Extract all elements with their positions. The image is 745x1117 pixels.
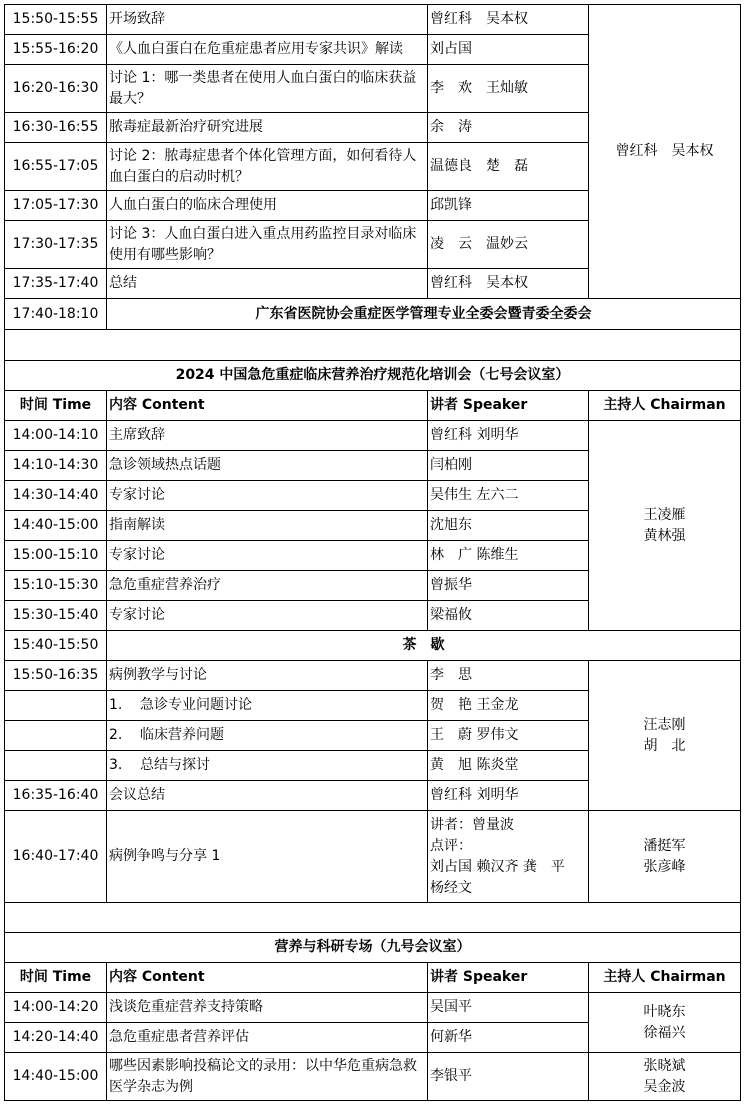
section-title: 营养与科研专场（九号会议室）: [5, 933, 741, 963]
header-content: 内容 Content: [107, 963, 428, 993]
time-cell: 16:20-16:30: [5, 65, 107, 113]
header-speaker: 讲者 Speaker: [428, 391, 589, 421]
header-time: 时间 Time: [5, 391, 107, 421]
item-text: 急诊专业问题讨论: [140, 697, 252, 713]
chair-name: 徐福兴: [643, 1024, 686, 1041]
item-text: 总结与探讨: [140, 757, 210, 773]
speaker-line: 杨经文: [430, 879, 472, 896]
content-cell: 指南解读: [107, 511, 428, 541]
time-cell: [5, 691, 107, 721]
spacer-cell: [5, 330, 741, 361]
content-cell: 讨论 1：哪一类患者在使用人血白蛋白的临床获益最大？: [107, 65, 428, 113]
content-cell: 讨论 2：脓毒症患者个体化管理方面，如何看待人血白蛋白的启动时机？: [107, 143, 428, 191]
item-text: 临床营养问题: [140, 727, 224, 743]
header-row: [5, 963, 741, 993]
time-cell: 14:10-14:30: [5, 451, 107, 481]
break-label: 茶 歇: [107, 631, 741, 661]
time-cell: 16:40-17:40: [5, 811, 107, 903]
content-cell: 会议总结: [107, 781, 428, 811]
speaker-line: 点评：: [430, 837, 472, 854]
chair-name: 王凌雁: [643, 506, 686, 523]
chair-name: 胡 北: [643, 737, 686, 754]
table-row: [5, 5, 741, 35]
speaker-cell: 黄 旭 陈炎堂: [428, 751, 589, 781]
header-chair: 主持人 Chairman: [589, 963, 741, 993]
section-title-row: [5, 933, 741, 963]
table-row: [5, 1053, 741, 1101]
speaker-cell: 何新华: [428, 1023, 589, 1053]
time-cell: 14:00-14:10: [5, 421, 107, 451]
content-cell: [107, 691, 428, 721]
time-cell: [5, 721, 107, 751]
speaker-cell: 沈旭东: [428, 511, 589, 541]
table-row: [5, 421, 741, 451]
speaker-cell: 温德良 楚 磊: [428, 143, 589, 191]
content-cell: 哪些因素影响投稿论文的录用：以中华危重病急救医学杂志为例: [107, 1053, 428, 1101]
spacer-cell: [5, 903, 741, 933]
section-title: 2024 中国急危重症临床营养治疗规范化培训会（七号会议室）: [5, 361, 741, 391]
spacer-row: [5, 330, 741, 361]
chair-name: 潘挺军: [643, 837, 686, 854]
content-cell: 病例争鸣与分享 1: [107, 811, 428, 903]
header-chair: 主持人 Chairman: [589, 391, 741, 421]
time-cell: [5, 751, 107, 781]
speaker-line: 讲者：曾量波: [430, 816, 514, 833]
speaker-cell: 余 涛: [428, 113, 589, 143]
chair-name: 张晓斌: [643, 1057, 686, 1074]
time-cell: 15:50-16:35: [5, 661, 107, 691]
content-cell: 人血白蛋白的临床合理使用: [107, 191, 428, 221]
speaker-cell: 王 蔚 罗伟文: [428, 721, 589, 751]
content-cell: 脓毒症最新治疗研究进展: [107, 113, 428, 143]
chair-name: 吴金波: [643, 1078, 686, 1095]
content-cell: 主席致辞: [107, 421, 428, 451]
speaker-cell: 梁福攸: [428, 601, 589, 631]
time-cell: 14:40-15:00: [5, 1053, 107, 1101]
content-cell: 急危重症患者营养评估: [107, 1023, 428, 1053]
time-cell: 14:00-14:20: [5, 993, 107, 1023]
item-number: 3.: [109, 757, 123, 773]
speaker-cell: 吴伟生 左六二: [428, 481, 589, 511]
content-cell: 专家讨论: [107, 541, 428, 571]
table-row: [5, 811, 741, 903]
chair-name: 黄林强: [643, 527, 686, 544]
speaker-cell: 凌 云 温妙云: [428, 221, 589, 269]
chair-name: 张彦峰: [643, 858, 686, 875]
speaker-cell: 邱凯锋: [428, 191, 589, 221]
spacer-row: [5, 903, 741, 933]
time-cell: 17:30-17:35: [5, 221, 107, 269]
section-title-row: [5, 361, 741, 391]
speaker-line: 刘占国 赖汉齐 龚 平: [430, 858, 565, 875]
speaker-cell: 曾振华: [428, 571, 589, 601]
time-cell: 15:10-15:30: [5, 571, 107, 601]
time-cell: 14:20-14:40: [5, 1023, 107, 1053]
speaker-cell: 曾红科 吴本权: [428, 269, 589, 299]
speaker-cell: 李 思: [428, 661, 589, 691]
time-cell: 14:40-15:00: [5, 511, 107, 541]
time-cell: 15:50-15:55: [5, 5, 107, 35]
content-cell: 总结: [107, 269, 428, 299]
chair-cell: [589, 421, 741, 631]
break-row: [5, 631, 741, 661]
time-cell: 15:55-16:20: [5, 35, 107, 65]
time-cell: 16:55-17:05: [5, 143, 107, 191]
content-cell: 开场致辞: [107, 5, 428, 35]
time-cell: 15:30-15:40: [5, 601, 107, 631]
speaker-cell: 闫柏刚: [428, 451, 589, 481]
content-cell: 急危重症营养治疗: [107, 571, 428, 601]
speaker-cell: 曾红科 刘明华: [428, 421, 589, 451]
time-cell: 16:35-16:40: [5, 781, 107, 811]
header-content: 内容 Content: [107, 391, 428, 421]
speaker-cell: 贺 艳 王金龙: [428, 691, 589, 721]
chair-cell: [589, 1053, 741, 1101]
schedule-table: [4, 4, 741, 1101]
session-title: 广东省医院协会重症医学管理专业全委会暨青委全委会: [107, 299, 741, 330]
header-time: 时间 Time: [5, 963, 107, 993]
content-cell: 浅谈危重症营养支持策略: [107, 993, 428, 1023]
chair-cell: 曾红科 吴本权: [589, 5, 741, 299]
time-cell: 15:40-15:50: [5, 631, 107, 661]
content-cell: [107, 721, 428, 751]
content-cell: 专家讨论: [107, 481, 428, 511]
chair-cell: [589, 811, 741, 903]
speaker-cell: [428, 811, 589, 903]
speaker-cell: 曾红科 吴本权: [428, 5, 589, 35]
content-cell: 讨论 3：人血白蛋白进入重点用药监控目录对临床使用有哪些影响？: [107, 221, 428, 269]
chair-cell: [589, 661, 741, 811]
content-cell: 急诊领域热点话题: [107, 451, 428, 481]
content-cell: 病例教学与讨论: [107, 661, 428, 691]
item-number: 1.: [109, 697, 123, 713]
chair-name: 叶晓东: [643, 1003, 686, 1020]
header-row: [5, 391, 741, 421]
chair-name: 汪志刚: [643, 716, 686, 733]
table-row: [5, 299, 741, 330]
chair-cell: [589, 993, 741, 1053]
time-cell: 17:35-17:40: [5, 269, 107, 299]
speaker-cell: 曾红科 刘明华: [428, 781, 589, 811]
speaker-cell: 刘占国: [428, 35, 589, 65]
time-cell: 16:30-16:55: [5, 113, 107, 143]
speaker-cell: 李 欢 王灿敏: [428, 65, 589, 113]
time-cell: 17:05-17:30: [5, 191, 107, 221]
time-cell: 17:40-18:10: [5, 299, 107, 330]
speaker-cell: 林 广 陈维生: [428, 541, 589, 571]
item-number: 2.: [109, 727, 123, 743]
time-cell: 14:30-14:40: [5, 481, 107, 511]
speaker-cell: 李银平: [428, 1053, 589, 1101]
content-cell: 专家讨论: [107, 601, 428, 631]
table-row: [5, 661, 741, 691]
table-row: [5, 993, 741, 1023]
content-cell: [107, 751, 428, 781]
time-cell: 15:00-15:10: [5, 541, 107, 571]
content-cell: 《人血白蛋白在危重症患者应用专家共识》解读: [107, 35, 428, 65]
speaker-cell: 吴国平: [428, 993, 589, 1023]
header-speaker: 讲者 Speaker: [428, 963, 589, 993]
